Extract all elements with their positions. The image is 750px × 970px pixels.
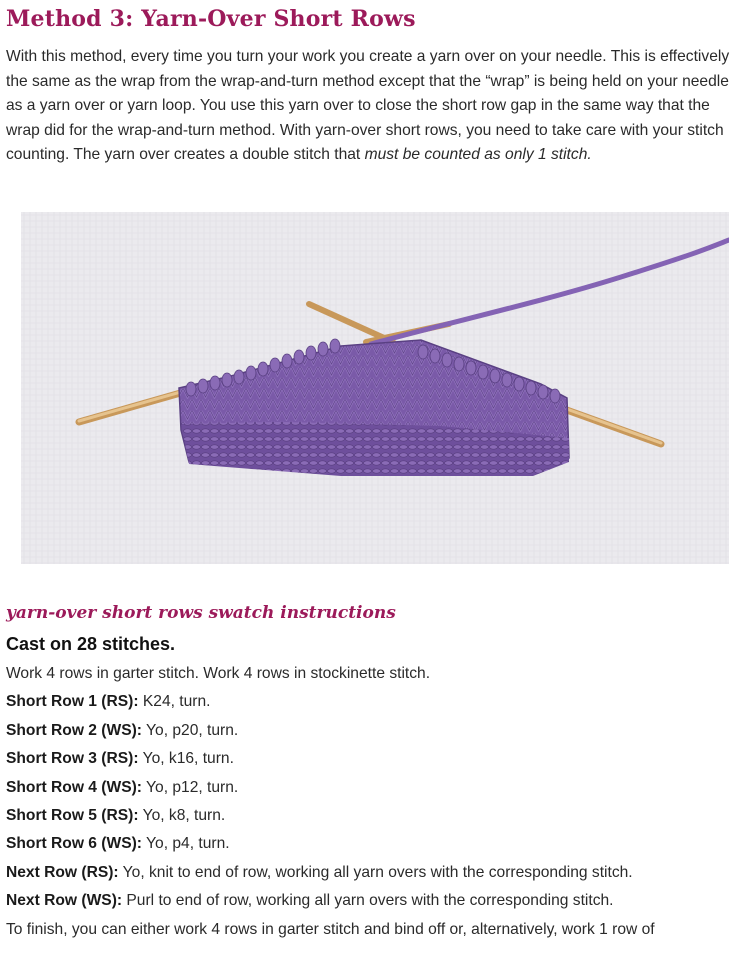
row-label: Short Row 6 (WS): (6, 835, 142, 853)
intro-paragraph (6, 45, 741, 168)
instruction-line (6, 832, 746, 860)
instruction-line: To finish, you can either work 4 rows in garter stitch and bind off or, alternatively, work 1 row of (6, 920, 655, 938)
row-text: Yo, p12, turn. (142, 778, 239, 796)
row-label: Short Row 5 (RS): (6, 806, 139, 824)
swatch-instructions-heading: yarn-over short rows swatch instructions (6, 603, 396, 623)
row-text: Yo, k8, turn. (138, 806, 226, 824)
instruction-list (6, 662, 746, 946)
cast-on-line: Cast on 28 stitches. (6, 634, 176, 654)
row-text: K24, turn. (138, 693, 211, 711)
row-text: Purl to end of row, working all yarn overs with the corresponding stitch. (122, 892, 614, 910)
row-text: Yo, p4, turn. (142, 835, 230, 853)
instruction-line (6, 690, 746, 718)
instruction-line (6, 861, 746, 889)
intro-text: With this method, every time you turn your work you create a yarn over on your needle. This is effectively the same as the wrap from the wrap-and-turn method except that the “wrap” is being held on your needle as a yarn over or yarn loop. You use this yarn over to close the short row gap in the same way that the wrap did for the wrap-and-turn method. With yarn-over short rows, you need to take care with your stitch counting. The yarn over creates a double stitch that (6, 48, 730, 164)
intro-emphasis: must be counted as only 1 stitch. (364, 146, 592, 164)
knitting-swatch-illustration (21, 212, 729, 564)
instruction-line (6, 719, 746, 747)
instruction-line: Work 4 rows in garter stitch. Work 4 rows in stockinette stitch. (6, 665, 431, 682)
row-text: Yo, knit to end of row, working all yarn overs with the corresponding stitch. (118, 863, 633, 881)
instruction-line (6, 889, 746, 917)
instruction-line (6, 747, 746, 775)
row-label: Short Row 1 (RS): (6, 693, 139, 711)
row-label: Short Row 2 (WS): (6, 721, 142, 739)
row-text: Yo, p20, turn. (142, 721, 239, 739)
section-title: Method 3: Yarn-Over Short Rows (6, 6, 416, 32)
swatch-photo (21, 212, 729, 564)
instruction-line (6, 804, 746, 832)
row-label: Short Row 3 (RS): (6, 750, 139, 768)
row-label: Short Row 4 (WS): (6, 778, 142, 796)
instruction-line (6, 776, 746, 804)
row-label: Next Row (WS): (6, 892, 123, 910)
row-label: Next Row (RS): (6, 863, 119, 881)
row-text: Yo, k16, turn. (138, 750, 234, 768)
